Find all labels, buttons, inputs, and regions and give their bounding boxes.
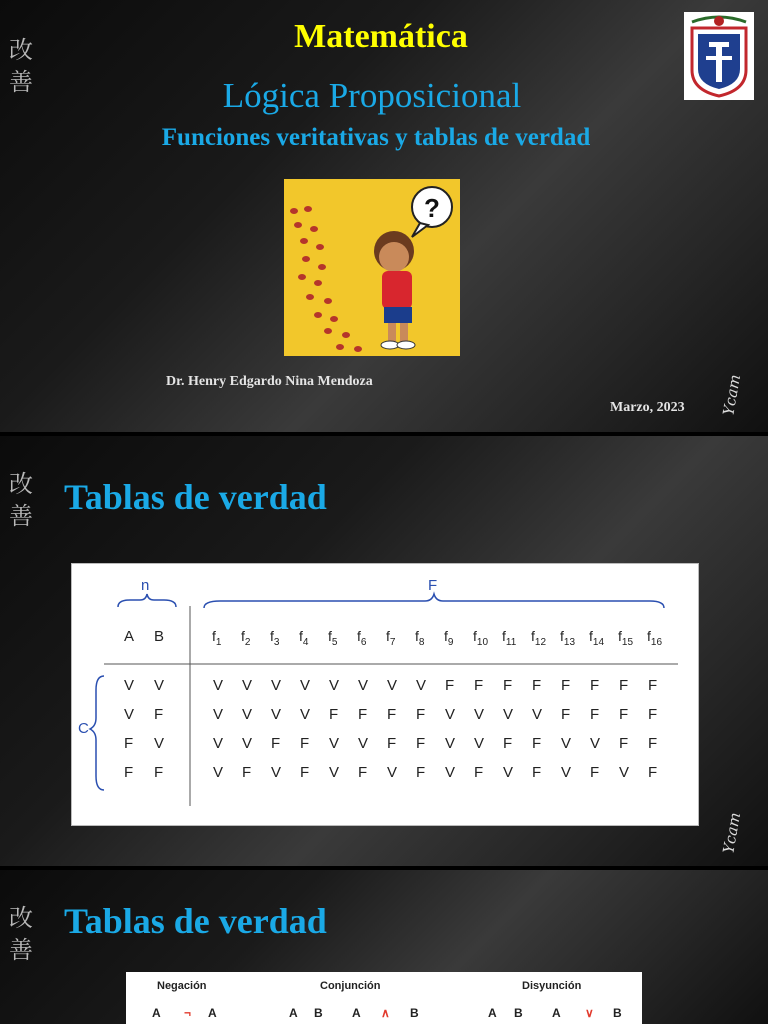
truth-table-panel [71,563,699,826]
slide-subtitle-secondary: Funciones veritativas y tablas de verdad [161,124,591,151]
table-cell-value: F [532,764,542,781]
university-logo [684,12,754,100]
slide-title: Tablas de verdad [64,477,327,517]
table-cell-value: V [503,706,514,723]
slide-title [0,18,768,56]
signature-watermark: Ycam [718,373,744,417]
kanji-char: 善 [9,68,33,96]
function-header-f2: $f_2$ [241,628,251,648]
table-cell-value: F [619,677,629,694]
var-header-B: B [154,628,165,645]
table-cell-value: V [271,764,282,781]
table-cell-input: F [154,706,164,723]
table-cell-value: F [416,764,426,781]
table-cell-input: V [124,677,135,694]
operator-table-cell: ¬ [184,1006,192,1020]
table-cell-value: F [590,764,600,781]
function-header-f12: $f_{12}$ [531,628,547,648]
kanji-char: 改 [9,470,33,498]
table-cell-value: F [561,677,571,694]
kanji-mark [6,902,36,966]
function-header-f10: $f_{10}$ [473,628,489,648]
kanji-char: 善 [9,502,33,530]
function-header-f1: $f_1$ [212,628,222,648]
slide-title: Tablas de verdad [64,901,327,941]
table-cell-value: F [503,677,513,694]
table-cell-value: F [648,735,658,752]
table-cell-value: V [416,677,427,694]
table-cell-value: F [445,677,455,694]
operator-table-cell: B [613,1006,622,1020]
table-cell-value: F [474,677,484,694]
table-cell-value: V [213,735,224,752]
table-cell-value: F [648,706,658,723]
function-header-f8: $f_8$ [415,628,425,648]
table-cell-input: F [124,764,134,781]
slide-subtitle: Lógica Proposicional [222,76,522,115]
table-cell-value: V [300,677,311,694]
table-cell-input: V [154,677,165,694]
operator-table-cell: ∨ [585,1006,594,1020]
operator-section-label: Disyunción [522,980,582,992]
table-cell-value: V [242,735,253,752]
table-cell-input: F [124,735,134,752]
operator-section-label: Negación [157,980,207,992]
table-cell-input: F [154,764,164,781]
operator-table-cell: A [208,1006,217,1020]
operator-table-cell: B [314,1006,323,1020]
thinking-boy-illustration [284,179,460,356]
operator-section-label: Conjunción [320,980,381,992]
table-cell-value: F [242,764,252,781]
function-header-f11: $f_{11}$ [502,628,517,648]
operator-table-cell: A [488,1006,497,1020]
table-cell-value: V [474,735,485,752]
table-cell-value: V [474,706,485,723]
table-cell-value: F [561,706,571,723]
table-cell-value: F [590,706,600,723]
function-header-f15: $f_{15}$ [618,628,634,648]
kanji-mark [6,468,36,532]
table-cell-value: F [416,735,426,752]
table-cell-value: F [619,706,629,723]
table-cell-value: F [387,706,397,723]
table-cell-value: F [619,735,629,752]
title-text: Matemática [294,18,468,55]
operator-table-cell: A [289,1006,298,1020]
table-cell-value: F [590,677,600,694]
table-cell-value: V [503,764,514,781]
function-header-f7: $f_7$ [386,628,396,648]
table-cell-value: V [358,677,369,694]
table-cell-value: F [416,706,426,723]
table-cell-value: V [271,677,282,694]
kanji-char: 善 [9,936,33,964]
table-cell-value: V [300,706,311,723]
svg-text:?: ? [424,193,440,223]
table-cell-value: V [242,677,253,694]
table-cell-value: V [329,677,340,694]
operator-table-cell: A [552,1006,561,1020]
table-cell-value: V [329,764,340,781]
function-header-f16: $f_{16}$ [647,628,663,648]
operator-table-cell: B [410,1006,419,1020]
table-cell-value: F [387,735,397,752]
table-cell-value: V [561,735,572,752]
table-cell-value: V [387,677,398,694]
function-header-f14: $f_{14}$ [589,628,605,648]
table-cell-value: V [445,706,456,723]
presentation-date: Marzo, 2023 [610,400,685,415]
table-cell-value: V [445,764,456,781]
operator-table-cell: ∧ [381,1006,390,1020]
table-cell-value: F [271,735,281,752]
table-cell-value: V [445,735,456,752]
kanji-char: 改 [9,904,33,932]
F-brace-label: F [428,577,438,594]
table-cell-value: V [213,706,224,723]
function-header-f9: $f_9$ [444,628,454,648]
function-header-f3: $f_3$ [270,628,280,648]
function-header-f13: $f_{13}$ [560,628,576,648]
table-cell-value: F [648,764,658,781]
table-cell-value: F [532,677,542,694]
function-header-f4: $f_4$ [299,628,309,648]
function-header-f5: $f_5$ [328,628,338,648]
operator-table-cell: B [514,1006,523,1020]
table-cell-input: V [154,735,165,752]
table-cell-value: V [387,764,398,781]
table-cell-value: V [561,764,572,781]
table-cell-value: V [213,677,224,694]
title-slide [0,0,768,432]
n-brace-label: n [141,577,150,594]
table-cell-value: V [213,764,224,781]
table-cell-value: F [358,706,368,723]
table-cell-value: V [619,764,630,781]
author-name: Dr. Henry Edgardo Nina Mendoza [166,374,373,389]
operator-table-cell: A [352,1006,361,1020]
table-cell-value: V [532,706,543,723]
table-cell-value: V [242,706,253,723]
table-cell-value: F [300,735,310,752]
table-cell-value: V [358,735,369,752]
table-cell-value: F [532,735,542,752]
table-cell-value: F [300,764,310,781]
table-cell-input: V [124,706,135,723]
signature-watermark: Ycam [718,811,744,855]
table-cell-value: V [329,735,340,752]
operator-table-cell: A [152,1006,161,1020]
C-brace-label: C [78,720,89,737]
table-cell-value: F [329,706,339,723]
table-cell-value: V [590,735,601,752]
function-header-f6: $f_6$ [357,628,367,648]
table-cell-value: F [474,764,484,781]
var-header-A: A [124,628,135,645]
kanji-char: 改 [9,36,33,64]
table-cell-value: V [271,706,282,723]
table-cell-value: F [358,764,368,781]
table-cell-value: F [503,735,513,752]
table-cell-value: F [648,677,658,694]
